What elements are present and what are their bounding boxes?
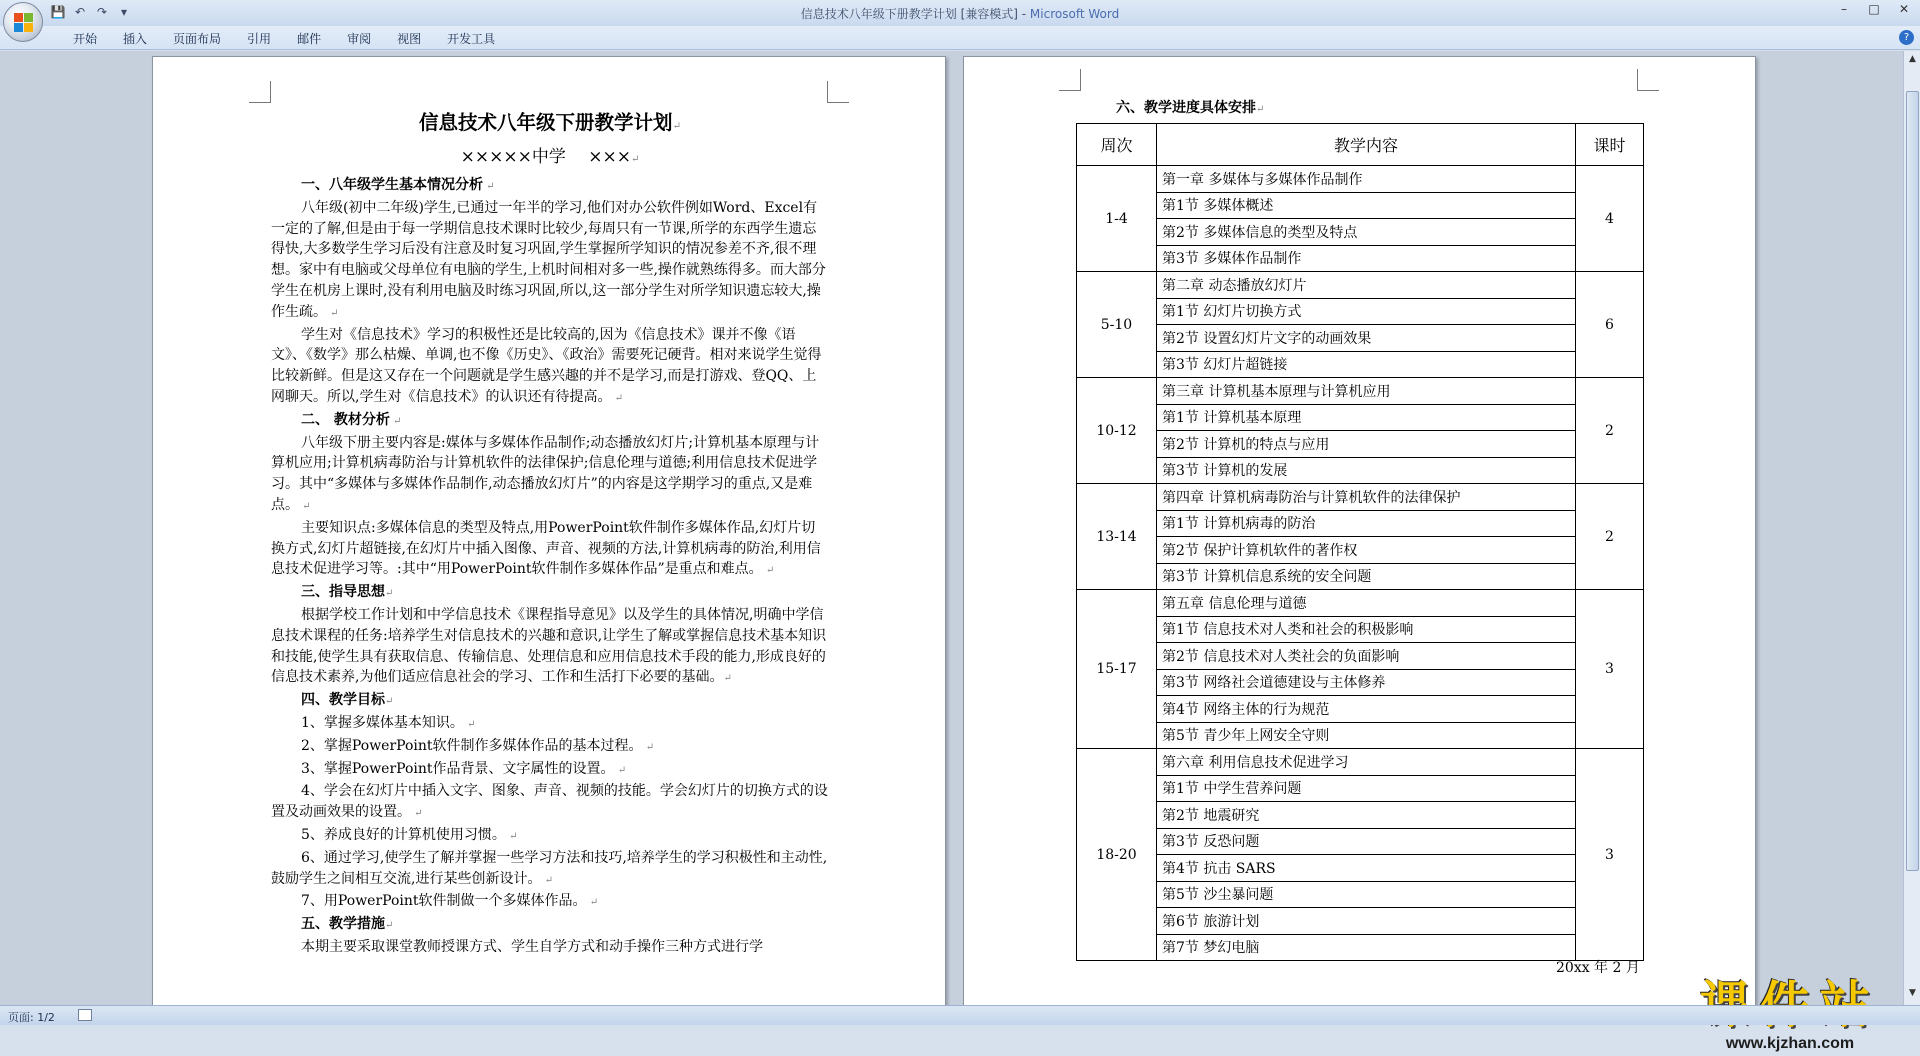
save-icon[interactable]: 💾 (50, 5, 66, 19)
scroll-up-icon[interactable]: ▲ (1909, 54, 1916, 64)
list-item: 1、掌握多媒体基本知识。 ↵ (301, 714, 476, 731)
table-row (1077, 404, 1644, 431)
table-row (1077, 669, 1644, 696)
paragraph: 八年级(初中二年级)学生,已通过一年半的学习,他们对办公软件例如Word、Excel有一定的了解,但是由于每一学期信息技术课时比较少,每周只有一节课,所学的东西学生遗忘得快,大多数学生学习后没有注意及时复习巩固,学生掌握所学知识的情况参差不齐,很不理想。家中有电脑或父母单位有电脑的学生,上机时间相对多一些,操作就熟练得多。而大部分学生在机房上课时,没有利用电脑及时练习巩固,所以,这一部分学生对所学知识遗忘较大,操作生疏。 ↵ (271, 199, 826, 320)
table-row (1077, 590, 1644, 617)
scroll-down-icon[interactable]: ▼ (1909, 988, 1916, 998)
table-row (1077, 378, 1644, 405)
table-row (1077, 563, 1644, 590)
minimize-button[interactable]: – (1841, 2, 1847, 16)
table-row (1077, 510, 1644, 537)
section-heading: 三、指导思想↵ (301, 584, 394, 601)
doc-title: 信息技术八年级下册教学计划↵ (419, 111, 681, 134)
table-row (1077, 616, 1644, 643)
content-cell: 第1节 信息技术对人类和社会的积极影响 (1157, 616, 1576, 643)
content-cell: 第2节 多媒体信息的类型及特点 (1157, 219, 1576, 246)
header-weeks: 周次 (1077, 124, 1157, 166)
schedule-table[interactable] (1076, 123, 1644, 961)
section-heading: 一、八年级学生基本情况分析 ↵ (301, 177, 495, 193)
content-cell: 第6节 旅游计划 (1157, 908, 1576, 935)
maximize-button[interactable]: □ (1868, 2, 1880, 16)
tab-3[interactable]: 引用 (247, 32, 272, 46)
proofing-icon[interactable] (78, 1009, 92, 1021)
tab-2[interactable]: 页面布局 (173, 32, 222, 46)
doc-subtitle: ×××××中学 ×××↵ (460, 147, 640, 167)
content-cell: 第5节 青少年上网安全守则 (1157, 722, 1576, 749)
table-row (1077, 908, 1644, 935)
table-row (1077, 855, 1644, 882)
office-logo-icon (14, 13, 34, 33)
doc-date: 20xx 年 2 月 (1556, 960, 1640, 976)
ribbon (0, 26, 1920, 50)
ribbon-tabs (60, 30, 508, 47)
crop-mark (1059, 69, 1081, 91)
content-cell: 第3节 多媒体作品制作 (1157, 245, 1576, 272)
table-row (1077, 696, 1644, 723)
table-row (1077, 219, 1644, 246)
tab-4[interactable]: 邮件 (297, 32, 322, 46)
table-row (1077, 775, 1644, 802)
content-cell: 第五章 信息伦理与道德 (1157, 590, 1576, 617)
window-title: 信息技术八年级下册教学计划 [兼容模式] - Microsoft Word (800, 7, 1120, 21)
content-cell: 第三章 计算机基本原理与计算机应用 (1157, 378, 1576, 405)
content-cell: 第1节 计算机基本原理 (1157, 404, 1576, 431)
paragraph: 本期主要采取课堂教师授课方式、学生自学方式和动手操作三种方式进行学 (301, 938, 763, 955)
paragraph: 八年级下册主要内容是:媒体与多媒体作品制作;动态播放幻灯片;计算机基本原理与计算机应用;计算机病毒防治与计算机软件的法律保护;信息伦理与道德;利用信息技术促进学习。其中“多媒体与多媒体作品制作,动态播放幻灯片”的内容是这学期学习的重点,又是难点。 ↵ (271, 434, 820, 513)
tab-7[interactable]: 开发工具 (447, 32, 496, 46)
content-cell: 第3节 幻灯片超链接 (1157, 351, 1576, 378)
content-cell: 第2节 计算机的特点与应用 (1157, 431, 1576, 458)
section-heading: 五、教学措施↵ (301, 916, 394, 933)
hours-cell: 3 (1576, 749, 1644, 961)
hours-cell: 3 (1576, 590, 1644, 749)
section-heading: 四、教学目标↵ (301, 692, 394, 709)
table-header-row (1077, 124, 1644, 166)
content-cell: 第一章 多媒体与多媒体作品制作 (1157, 166, 1576, 193)
weeks-cell: 13-14 (1077, 484, 1157, 590)
header-content: 教学内容 (1157, 124, 1576, 166)
table-row (1077, 192, 1644, 219)
watermark-url: www.kjzhan.com (1725, 1035, 1855, 1052)
content-cell: 第3节 计算机的发展 (1157, 457, 1576, 484)
table-row (1077, 245, 1644, 272)
paragraph: 主要知识点:多媒体信息的类型及特点,用PowerPoint软件制作多媒体作品,幻灯片切换方式,幻灯片超链接,在幻灯片中插入图像、声音、视频的方法,计算机病毒的防治,利用信息技术促进学习等。:其中“用PowerPoint软件制作多媒体作品”是重点和难点。 ↵ (271, 519, 821, 578)
content-cell: 第4节 网络主体的行为规范 (1157, 696, 1576, 723)
tab-0[interactable]: 开始 (73, 32, 98, 46)
table-row (1077, 457, 1644, 484)
section-heading: 二、 教材分析 ↵ (301, 411, 402, 428)
crop-mark (1637, 69, 1659, 91)
table-row (1077, 351, 1644, 378)
table-row (1077, 643, 1644, 670)
scroll-thumb[interactable] (1906, 91, 1919, 871)
content-cell: 第3节 网络社会道德建设与主体修养 (1157, 669, 1576, 696)
paragraph: 根据学校工作计划和中学信息技术《课程指导意见》以及学生的具体情况,明确中学信息技术课程的任务:培养学生对信息技术的兴趣和意识,让学生了解或掌握信息技术基本知识和技能,使学生具有获取信息、传输信息、处理信息和应用信息技术手段的能力,形成良好的信息技术素养,为他们适应信息社会的学习、工作和生活打下必要的基础。↵ (271, 606, 827, 686)
table-row (1077, 166, 1644, 193)
content-cell: 第1节 中学生营养问题 (1157, 775, 1576, 802)
content-cell: 第六章 利用信息技术促进学习 (1157, 749, 1576, 776)
redo-icon[interactable]: ↷ (96, 5, 108, 19)
close-button[interactable]: ✕ (1898, 2, 1910, 16)
tab-5[interactable]: 审阅 (347, 32, 372, 46)
status-bar (0, 1005, 1920, 1025)
window-controls (1834, 2, 1914, 16)
table-row (1077, 537, 1644, 564)
content-cell: 第2节 信息技术对人类社会的负面影响 (1157, 643, 1576, 670)
list-item: 5、养成良好的计算机使用习惯。 ↵ (301, 826, 518, 843)
document-body[interactable] (271, 107, 829, 958)
content-cell: 第4节 抗击 SARS (1157, 855, 1576, 882)
content-cell: 第1节 多媒体概述 (1157, 192, 1576, 219)
content-cell: 第1节 计算机病毒的防治 (1157, 510, 1576, 537)
page-indicator[interactable]: 页面: 1/2 (8, 1011, 55, 1024)
list-item: 2、掌握PowerPoint软件制作多媒体作品的基本过程。 ↵ (301, 737, 655, 754)
table-row (1077, 298, 1644, 325)
list-item: 6、通过学习,使学生了解并掌握一些学习方法和技巧,培养学生的学习积极性和主动性,鼓励学生之间相互交流,进行某些创新设计。 ↵ (271, 849, 828, 887)
table-row (1077, 431, 1644, 458)
hours-cell: 4 (1576, 166, 1644, 272)
list-item: 3、掌握PowerPoint作品背景、文字属性的设置。 ↵ (301, 760, 627, 777)
tab-6[interactable]: 视图 (397, 32, 422, 46)
tab-1[interactable]: 插入 (123, 32, 148, 46)
list-item: 4、学会在幻灯片中插入文字、图象、声音、视频的技能。学会幻灯片的切换方式的设置及动画效果的设置。 ↵ (271, 783, 828, 821)
content-cell: 第二章 动态播放幻灯片 (1157, 272, 1576, 299)
office-button[interactable] (3, 2, 43, 42)
header-hours: 课时 (1576, 124, 1644, 166)
table-row (1077, 749, 1644, 776)
weeks-cell: 15-17 (1077, 590, 1157, 749)
weeks-cell: 18-20 (1077, 749, 1157, 961)
paragraph: 学生对《信息技术》学习的积极性还是比较高的,因为《信息技术》课并不像《语文》、《数学》那么枯燥、单调,也不像《历史》、《政治》需要死记硬背。相对来说学生觉得比较新鲜。但是这又存在一个问题就是学生感兴趣的并不是学习,而是打游戏、登QQ、上网聊天。所以,学生对《信息技术》的认识还有待提高。 ↵ (271, 326, 822, 405)
table-row (1077, 802, 1644, 829)
content-cell: 第2节 保护计算机软件的著作权 (1157, 537, 1576, 564)
vertical-scrollbar[interactable] (1903, 51, 1920, 1005)
undo-icon[interactable]: ↶ (74, 5, 86, 19)
table-row (1077, 722, 1644, 749)
page-1 (152, 56, 946, 1016)
table-row (1077, 272, 1644, 299)
table-row (1077, 484, 1644, 511)
section-heading: 六、教学进度具体安排↵ (1116, 100, 1265, 116)
content-cell: 第1节 幻灯片切换方式 (1157, 298, 1576, 325)
goals-list (271, 713, 829, 914)
hours-cell: 2 (1576, 484, 1644, 590)
content-cell: 第四章 计算机病毒防治与计算机软件的法律保护 (1157, 484, 1576, 511)
content-cell: 第7节 梦幻电脑 (1157, 934, 1576, 961)
table-row (1077, 828, 1644, 855)
content-cell: 第3节 计算机信息系统的安全问题 (1157, 563, 1576, 590)
weeks-cell: 10-12 (1077, 378, 1157, 484)
hours-cell: 6 (1576, 272, 1644, 378)
crop-mark (827, 81, 849, 103)
content-cell: 第5节 沙尘暴问题 (1157, 881, 1576, 908)
table-row (1077, 325, 1644, 352)
list-item: 7、用PowerPoint软件制做一个多媒体作品。 ↵ (301, 893, 599, 910)
table-row (1077, 881, 1644, 908)
title-bar (0, 0, 1920, 26)
weeks-cell: 1-4 (1077, 166, 1157, 272)
help-icon[interactable]: ? (1899, 30, 1914, 45)
content-cell: 第3节 反恐问题 (1157, 828, 1576, 855)
weeks-cell: 5-10 (1077, 272, 1157, 378)
crop-mark (249, 81, 271, 103)
customize-qat-icon[interactable]: ▾ (120, 5, 128, 19)
content-cell: 第2节 地震研究 (1157, 802, 1576, 829)
page-2 (963, 56, 1756, 1016)
content-cell: 第2节 设置幻灯片文字的动画效果 (1157, 325, 1576, 352)
hours-cell: 2 (1576, 378, 1644, 484)
